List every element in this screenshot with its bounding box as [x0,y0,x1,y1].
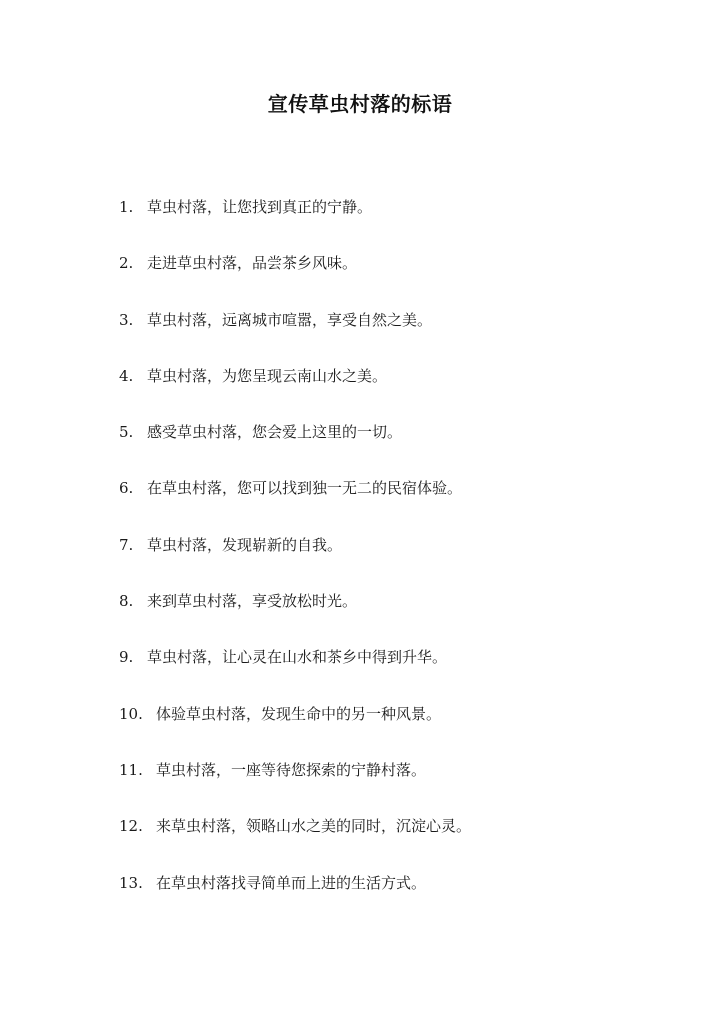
list-item [119,476,471,532]
list-item [119,251,471,307]
item-number: 10. [119,704,143,723]
item-text: 走进草虫村落，品尝茶乡风味。 [147,254,358,273]
item-text: 来草虫村落，领略山水之美的同时，沉淀心灵。 [156,817,472,836]
item-text: 草虫村落，让您找到真正的宁静。 [147,198,373,216]
list-item [119,420,471,476]
item-number: 1. [119,198,134,216]
item-number: 5. [119,423,134,442]
item-text: 草虫村落，让心灵在山水和茶乡中得到升华。 [147,648,448,667]
item-number: 3. [119,310,134,329]
item-number: 12. [119,817,143,836]
item-number: 8. [119,592,134,611]
item-number: 2. [119,254,134,273]
item-text: 在草虫村落，您可以找到独一无二的民宿体验。 [147,479,463,498]
item-number: 4. [119,366,134,385]
slogan-list [119,195,471,927]
item-number: 7. [119,535,134,554]
list-item [119,589,471,645]
list-item [119,758,471,814]
list-item [119,364,471,420]
item-text: 来到草虫村落，享受放松时光。 [147,592,358,611]
list-item [119,702,471,758]
item-text: 草虫村落，为您呈现云南山水之美。 [147,366,388,385]
item-number: 13. [119,873,143,892]
item-text: 感受草虫村落，您会爱上这里的一切。 [147,423,403,442]
item-text: 体验草虫村落，发现生命中的另一种风景。 [156,704,442,723]
item-text: 草虫村落，远离城市喧嚣，享受自然之美。 [147,310,433,329]
list-item [119,645,471,701]
item-number: 11. [119,760,143,779]
list-item [119,308,471,364]
document-title: 宣传草虫村落的标语 [267,92,453,116]
item-text: 草虫村落，发现崭新的自我。 [147,535,343,554]
item-text: 草虫村落，一座等待您探索的宁静村落。 [156,760,427,779]
list-item [119,195,471,251]
item-number: 6. [119,479,134,498]
list-item [119,814,471,870]
item-number: 9. [119,648,134,667]
item-text: 在草虫村落找寻简单而上进的生活方式。 [156,873,427,892]
list-item [119,871,471,927]
list-item [119,533,471,589]
